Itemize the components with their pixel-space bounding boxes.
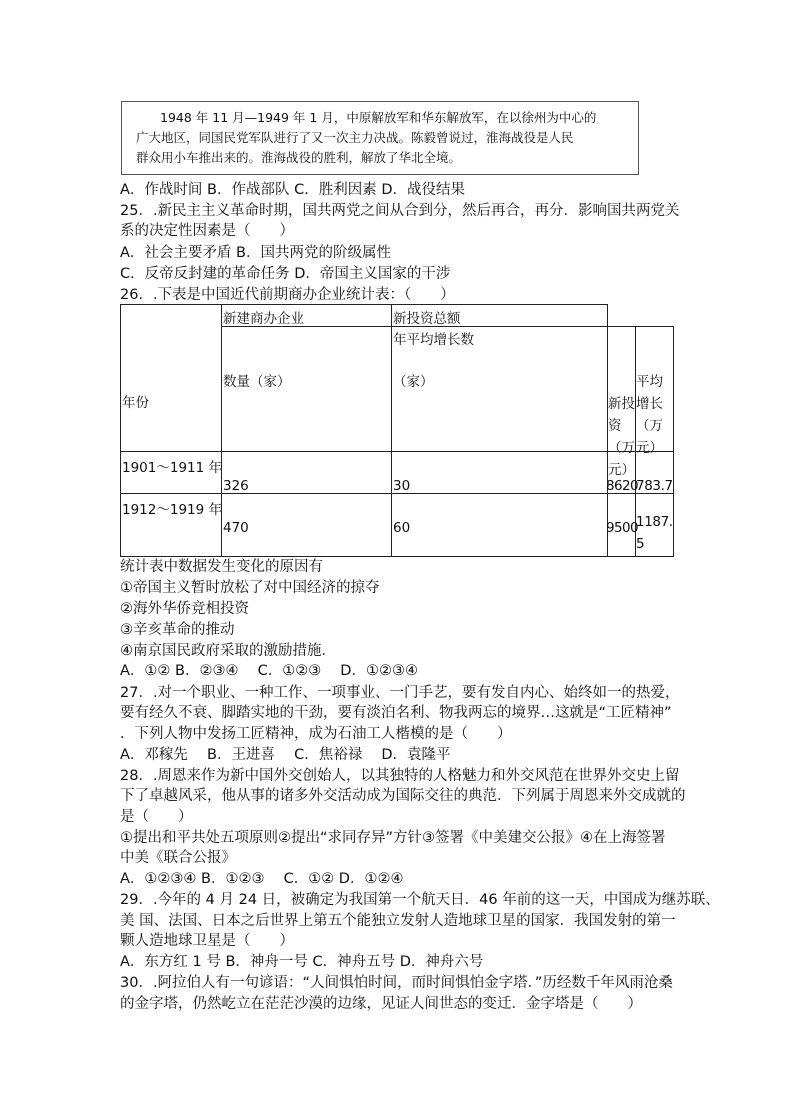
q29-stem-3: 颗人造地球卫星是（ ） <box>120 933 294 949</box>
row1-year-cell <box>121 452 222 494</box>
q26-reason-intro: 统计表中数据发生变化的原因有 <box>120 559 323 575</box>
header-year-cell <box>121 305 222 452</box>
header-invest: 新投资（万元） <box>608 396 635 479</box>
quote-line-3: 群众用小车推出来的。淮海战役的胜利，解放了华北全境。 <box>136 150 462 165</box>
row1-invest-cell <box>608 452 636 494</box>
header-year: 年份 <box>122 395 149 411</box>
table-row <box>121 494 674 557</box>
row1-growth-cell <box>392 452 608 494</box>
q28-stem-5: 中美《联合公报》 <box>120 850 236 866</box>
quote-line-1: 1948 年 11 月—1949 年 1 月，中原解放军和华东解放军，在以徐州为中心的 <box>160 110 597 125</box>
header-avg-growth-cell <box>636 327 674 457</box>
enterprise-stats-table <box>120 304 674 557</box>
header-avg-growth: 平均增长（万元） <box>636 374 663 457</box>
table-row <box>121 452 674 494</box>
q25-options-2: C．反帝反封建的革命任务 D．帝国主义国家的干涉 <box>120 266 451 282</box>
q26-stem: 26．.下表是中国近代前期商办企业统计表：（ ） <box>120 287 455 303</box>
q28-options: A．①②③④ B．①②③ C．①② D．①②④ <box>120 871 404 887</box>
header-annual-growth-a: 年平均增长数 <box>393 332 474 349</box>
q29-stem-2: 美 国、法国、日本之后世界上第五个能独立发射人造地球卫星的国家．我国发射的第一 <box>120 913 676 929</box>
q26-reason-1: ①帝国主义暂时放松了对中国经济的掠夺 <box>120 580 380 596</box>
q26-reason-3: ③辛亥革命的推动 <box>120 622 235 638</box>
q27-options: A．邓稼先 B．王进喜 C．焦裕禄 D．袁隆平 <box>120 747 451 763</box>
row2-quantity-cell <box>222 494 392 557</box>
q26-reason-2: ②海外华侨竞相投资 <box>120 601 249 617</box>
quote-line-2: 广大地区，同国民党军队进行了又一次主力决战。陈毅曾说过，淮海战役是人民 <box>136 130 574 145</box>
q29-stem-1: 29．.今年的 4 月 24 日，被确定为我国第一个航天日．46 年前的这一天，中国成为继苏联、 <box>120 892 720 908</box>
header-quantity: 数量（家） <box>223 374 291 391</box>
q28-stem-3: 是（ ） <box>120 809 193 825</box>
header-quantity-cell <box>222 327 392 452</box>
row1-quantity-cell <box>222 452 392 494</box>
row2-growth: 60 <box>393 520 411 536</box>
header-new-investment-cell <box>392 305 608 327</box>
row2-year-cell <box>121 494 222 557</box>
q25-options-1: A．社会主要矛盾 B．国共两党的阶级属性 <box>120 245 391 261</box>
row1-invest: 8620 <box>606 478 638 494</box>
q24-options: A．作战时间 B．作战部队 C．胜利因素 D．战役结果 <box>120 182 465 198</box>
row2-growth-cell <box>392 494 608 557</box>
header-new-enterprises-cell <box>222 305 392 327</box>
row1-growth: 30 <box>393 478 411 494</box>
row1-avg: 783.7 <box>636 478 673 494</box>
q25-stem-2: 系的决定性因素是（ ） <box>120 223 294 239</box>
row2-invest: 9500 <box>606 520 638 536</box>
header-blank-cell <box>608 305 674 327</box>
q26-options: A．①② B．②③④ C．①②③ D．①②③④ <box>120 663 418 679</box>
header-new-enterprises: 新建商办企业 <box>223 311 304 327</box>
q27-stem-3: ．下列人物中发扬工匠精神，成为石油工人楷模的是（ ） <box>120 726 512 742</box>
row1-year: 1901～1911 年 <box>122 460 223 476</box>
row2-avg-cell <box>636 494 674 557</box>
row1-avg-cell <box>636 452 674 494</box>
row2-invest-cell <box>608 494 636 557</box>
q27-stem-2: 要有经久不衰、脚踏实地的干劲，要有淡泊名利、物我两忘的境界…这就是“工匠精神” <box>120 705 672 721</box>
header-new-investment: 新投资总额 <box>393 311 461 327</box>
q28-stem-4: ①提出和平共处五项原则②提出“求同存异”方针③签署《中美建交公报》④在上海签署 <box>120 830 666 846</box>
row2-year: 1912～1919 年 <box>122 502 223 518</box>
row2-quantity: 470 <box>223 520 249 536</box>
q26-reason-4: ④南京国民政府采取的激励措施． <box>120 643 336 659</box>
header-annual-growth-cell <box>392 327 608 452</box>
q27-stem-1: 27．.对一个职业、一种工作、一项事业、一门手艺，要有发自内心、始终如一的热爱， <box>120 685 680 701</box>
q30-stem-2: 的金字塔，仍然屹立在茫茫沙漠的边缘，见证人间世态的变迁．金字塔是（ ） <box>120 996 642 1012</box>
q28-stem-1: 28．.周恩来作为新中国外交创始人，以其独特的人格魅力和外交风范在世界外交史上留 <box>120 768 680 784</box>
row2-avg: 1187.5 <box>636 514 673 552</box>
header-annual-growth-b: （家） <box>393 374 434 391</box>
q29-options: A．东方红 1 号 B．神舟一号 C．神舟五号 D．神舟六号 <box>120 954 484 970</box>
q25-stem-1: 25．.新民主主义革命时期，国共两党之间从合到分，然后再合，再分．影响国共两党关 <box>120 203 680 219</box>
q30-stem-1: 30．.阿拉伯人有一句谚语：“人间惧怕时间，而时间惧怕金字塔．”历经数千年风雨沧桑 <box>120 975 673 991</box>
q28-stem-2: 下了卓越风采，他从事的诸多外交活动成为国际交往的典范．下列属于周恩来外交成就的 <box>120 788 686 804</box>
quote-box <box>121 101 639 175</box>
row1-quantity: 326 <box>223 478 249 494</box>
